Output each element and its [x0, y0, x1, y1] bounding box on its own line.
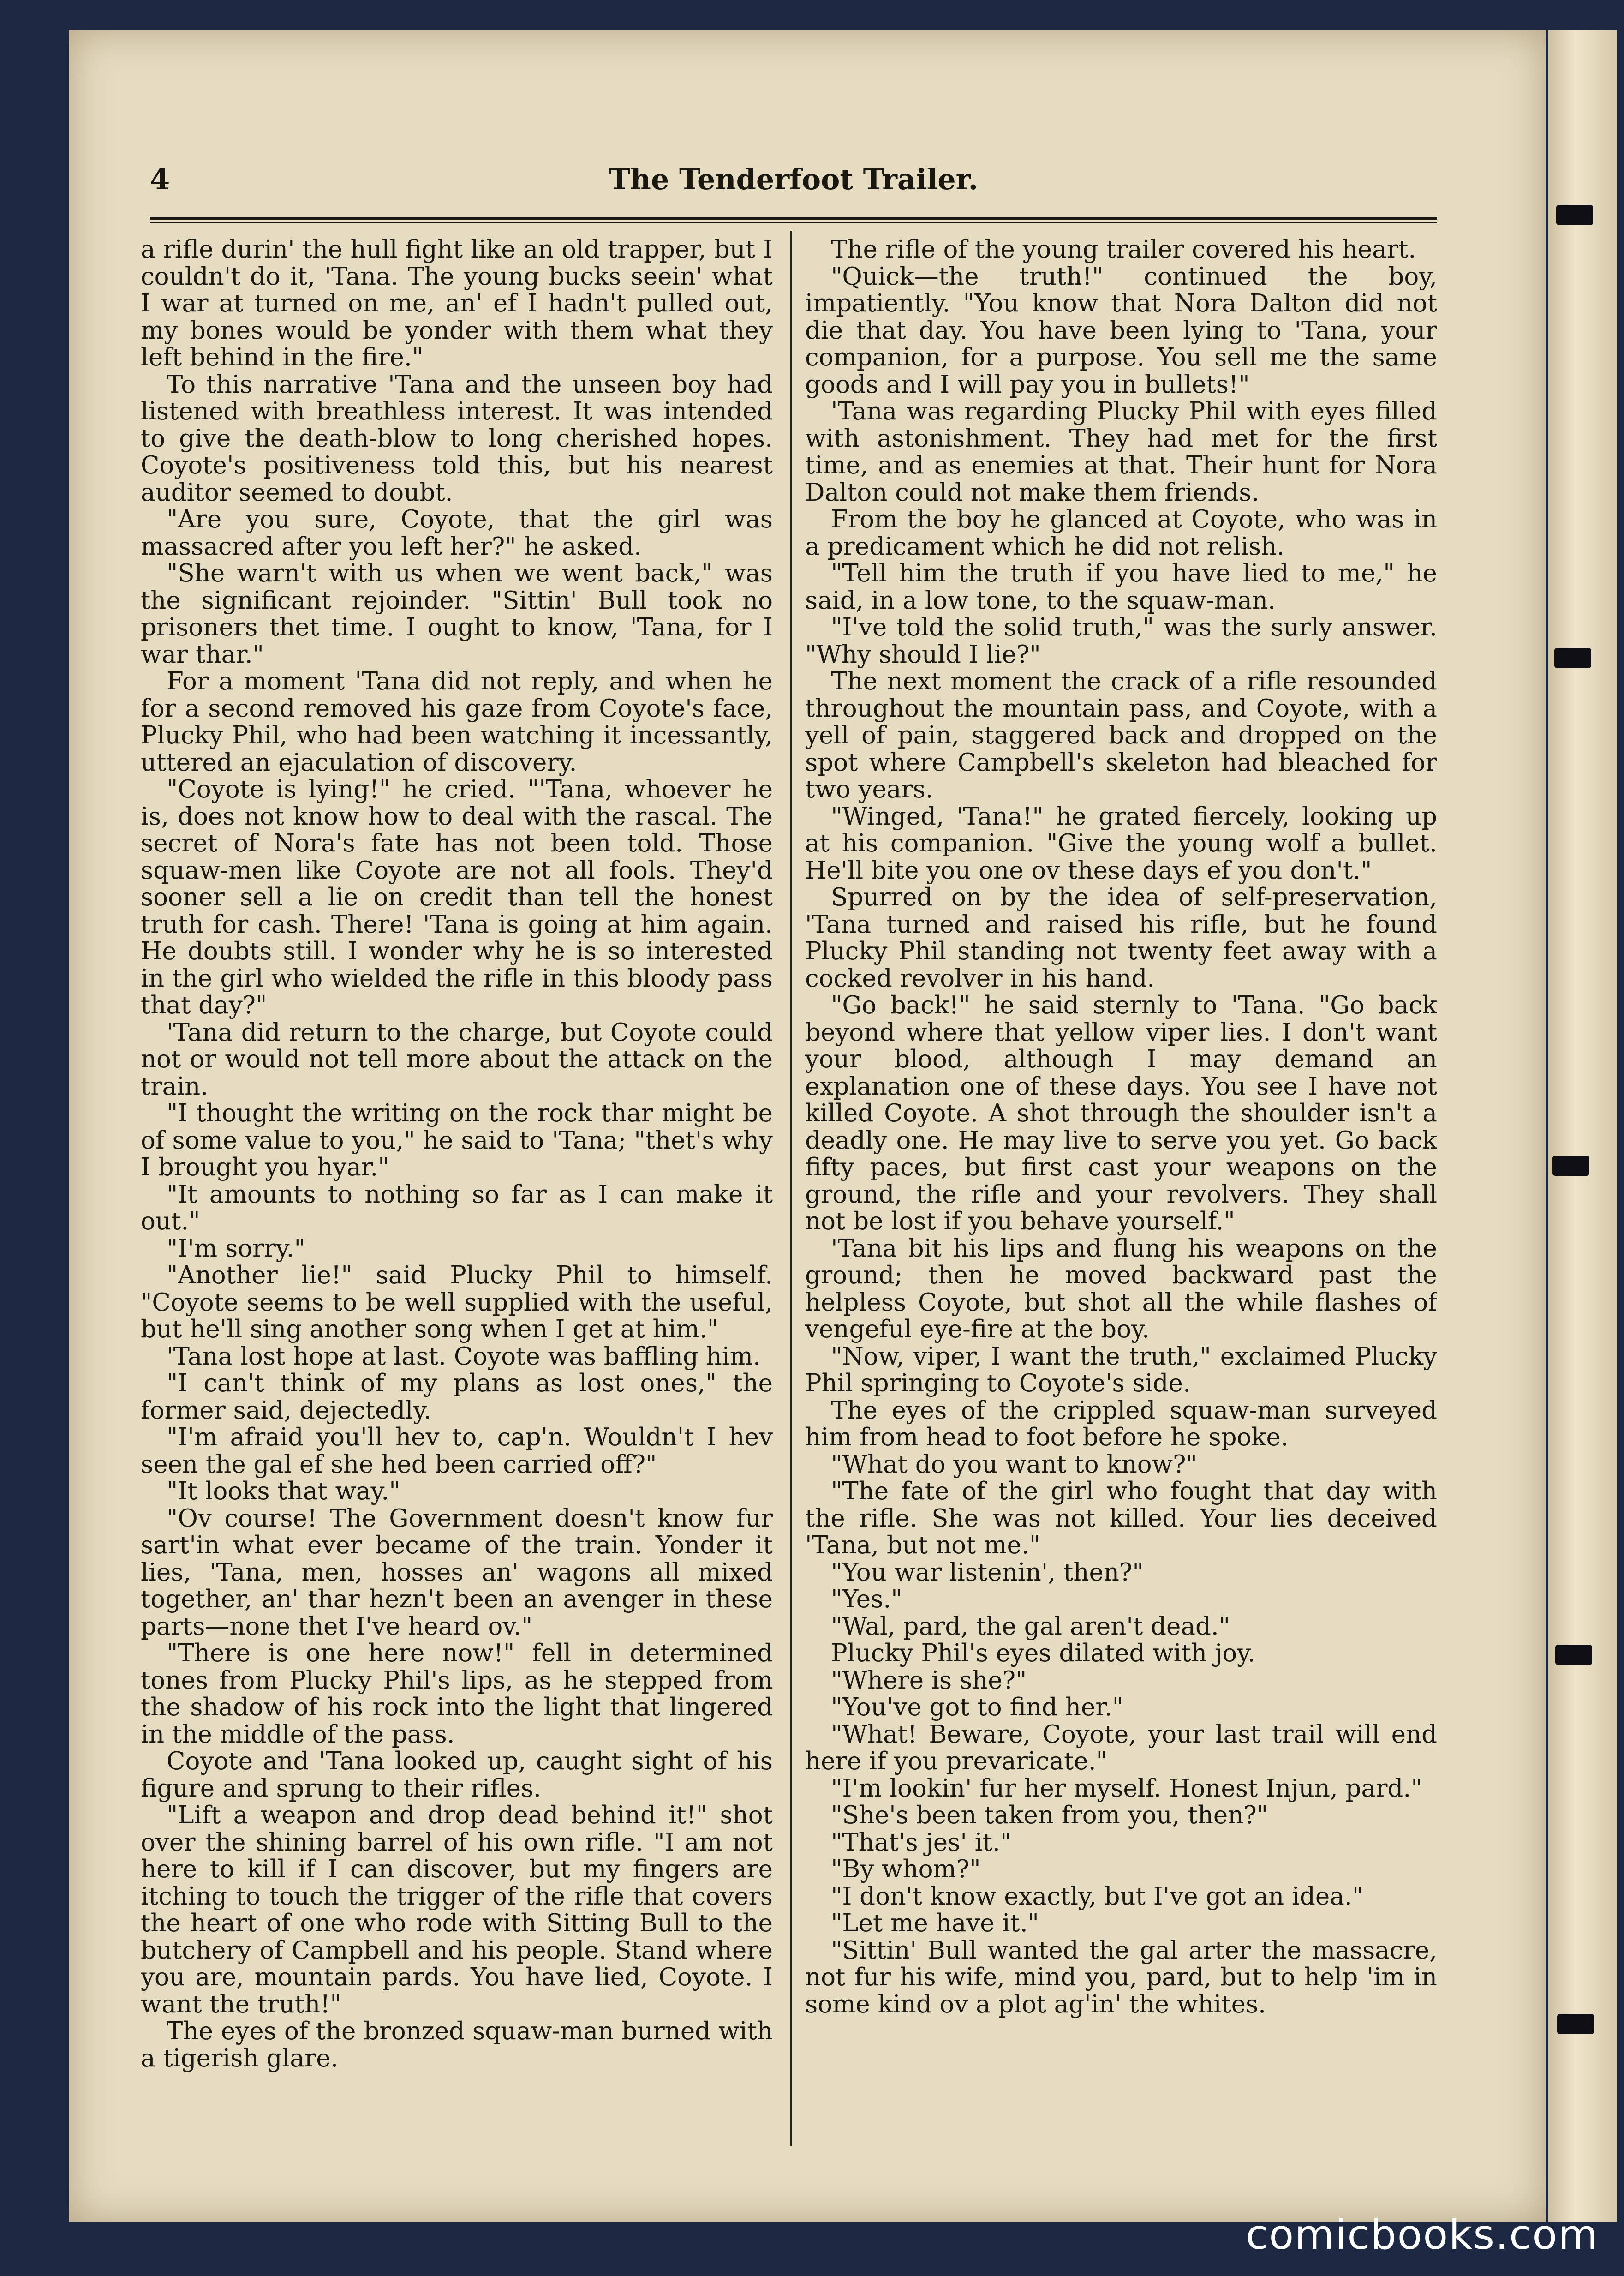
paragraph: "I don't know exactly, but I've got an idea."	[831, 1882, 1364, 1911]
paragraph: "The fate of the girl who fought that day with the rifle. She was not killed. Your lies deceived 'Tana, but not me."	[805, 1477, 1437, 1559]
paragraph: "She warn't with us when we went back," was the significant rejoinder. "Sittin' Bull took no prisoners thet time. I ought to know, 'Tana, for I war thar."	[141, 559, 773, 669]
paragraph: 'Tana lost hope at last. Coyote was baffling him.	[167, 1342, 761, 1371]
paragraph: "I'm sorry."	[167, 1234, 305, 1263]
paragraph: Spurred on by the idea of self-preservation, 'Tana turned and raised his rifle, but he found Plucky Phil standing not twenty feet away with a cocked revolver in his hand.	[805, 883, 1437, 993]
paragraph: "Lift a weapon and drop dead behind it!" shot over the shining barrel of his own rifle. "I am not here to kill if I can discover, but my fingers are itching to touch the trigger of the rifle that covers the heart of one who rode with Sitting Bull to the butchery of Campbell and his people. Stand where you are, mountain pards. You have lied, Coyote. I want the truth!"	[141, 1801, 773, 2018]
page-number: 4	[150, 162, 170, 196]
paragraph: Coyote and 'Tana looked up, caught sight of his figure and sprung to their rifles.	[141, 1747, 773, 1803]
paragraph: "Wal, pard, the gal aren't dead."	[831, 1612, 1230, 1641]
paragraph: "Coyote is lying!" he cried. "'Tana, whoever he is, does not know how to deal with the rascal. The secret of Nora's fate has not been told. Those squaw-men like Coyote are not all fools. They'd sooner sell a lie on credit than tell the honest truth for cash. There! 'Tana is going at him again. He doubts still. I wonder why he is so interested in the girl who wielded the rifle in this bloody pass that day?"	[141, 775, 773, 1019]
paragraph: "Ov course! The Government doesn't know fur sart'in what ever became of the train. Yonder it lies, 'Tana, men, hosses an' wagons all mixed together, an' thar hezn't been an avenger in these parts—none thet I've heard ov."	[141, 1504, 773, 1641]
paragraph: "Go back!" he said sternly to 'Tana. "Go back beyond where that yellow viper lies. I don't want your blood, although I may demand an explanation one of these days. You see I have not killed Coyote. A shot through the shoulder isn't a deadly one. He may live to serve you yet. Go back fifty paces, but first cast your weapons on the ground, the rifle and your revolvers. They shall not be lost if you behave yourself."	[805, 991, 1437, 1235]
paragraph: "It amounts to nothing so far as I can make it out."	[141, 1180, 773, 1235]
paragraph: "Now, viper, I want the truth," exclaimed Plucky Phil springing to Coyote's side.	[805, 1342, 1437, 1397]
right-text-column	[805, 236, 1437, 2156]
paragraph: "Are you sure, Coyote, that the girl was massacred after you left her?" he asked.	[141, 505, 773, 561]
paragraph: "I'm lookin' fur her myself. Honest Injun, pard."	[831, 1774, 1422, 1803]
watermark: comicbooks.com	[1245, 2211, 1599, 2258]
paragraph: "I've told the solid truth," was the surly answer. "Why should I lie?"	[805, 613, 1437, 669]
staple	[1556, 205, 1593, 225]
paragraph: "By whom?"	[831, 1855, 981, 1883]
paragraph: "You've got to find her."	[831, 1693, 1124, 1721]
page-header	[150, 162, 1437, 218]
column-divider	[790, 231, 792, 2146]
paragraph: "Yes."	[831, 1585, 902, 1613]
paragraph: a rifle durin' the hull fight like an old trapper, but I couldn't do it, 'Tana. The young bucks seein' what I war at turned on me, an' ef I hadn't pulled out, my bones would be yonder with them what they left behind in the fire."	[141, 236, 773, 371]
paragraph: 'Tana bit his lips and flung his weapons on the ground; then he moved backward past the helpless Coyote, but shot all the while flashes of vengeful eye-fire at the boy.	[805, 1234, 1437, 1343]
paragraph: "There is one here now!" fell in determined tones from Plucky Phil's lips, as he stepped from the shadow of his rock into the light that lingered in the middle of the pass.	[141, 1639, 773, 1749]
paragraph: "Winged, 'Tana!" he grated fiercely, looking up at his companion. "Give the young wolf a bullet. He'll bite you one ov these days ef you don't."	[805, 802, 1437, 885]
paragraph: "What! Beware, Coyote, your last trail will end here if you prevaricate."	[805, 1720, 1437, 1775]
paragraph: "I thought the writing on the rock thar might be of some value to you," he said to 'Tana; "thet's why I brought you hyar."	[141, 1099, 773, 1181]
paragraph: The eyes of the bronzed squaw-man burned with a tigerish glare.	[141, 2017, 773, 2072]
paragraph: To this narrative 'Tana and the unseen boy had listened with breathless interest. It was intended to give the death-blow to long cherished hopes. Coyote's positiveness told this, but his nearest auditor seemed to doubt.	[141, 370, 773, 507]
running-title: The Tenderfoot Trailer.	[609, 162, 979, 196]
paragraph: 'Tana was regarding Plucky Phil with eyes filled with astonishment. They had met for the first time, and as enemies at that. Their hunt for Nora Dalton could not make them friends.	[805, 397, 1437, 507]
paragraph: "Quick—the truth!" continued the boy, impatiently. "You know that Nora Dalton did not die that day. You have been lying to 'Tana, your companion, for a purpose. You sell me the same goods and I will pay you in bullets!"	[805, 262, 1437, 399]
paragraph: "You war listenin', then?"	[831, 1558, 1144, 1587]
paragraph: "Another lie!" said Plucky Phil to himself. "Coyote seems to be well supplied with the useful, but he'll sing another song when I get at him."	[141, 1261, 773, 1343]
page-spine	[1548, 30, 1617, 2222]
staple	[1557, 2014, 1594, 2034]
paragraph: "She's been taken from you, then?"	[831, 1801, 1268, 1829]
paragraph: "What do you want to know?"	[831, 1450, 1197, 1479]
header-rule	[150, 217, 1437, 223]
staple	[1552, 1156, 1589, 1176]
paragraph: The next moment the crack of a rifle resounded throughout the mountain pass, and Coyote, with a yell of pain, staggered back and dropped on the spot where Campbell's skeleton had bleached for two years.	[805, 667, 1437, 803]
paragraph: "I'm afraid you'll hev to, cap'n. Wouldn't I hev seen the gal ef she hed been carried off?"	[141, 1423, 773, 1479]
paragraph: For a moment 'Tana did not reply, and when he for a second removed his gaze from Coyote's face, Plucky Phil, who had been watching it incessantly, uttered an ejaculation of discovery.	[141, 667, 773, 777]
paragraph: "Sittin' Bull wanted the gal arter the massacre, not fur his wife, mind you, pard, but to help 'im in some kind ov a plot ag'in' the whites.	[805, 1936, 1437, 2018]
paragraph: From the boy he glanced at Coyote, who was in a predicament which he did not relish.	[805, 505, 1437, 561]
paragraph: The rifle of the young trailer covered his heart.	[831, 236, 1416, 264]
paragraph: "I can't think of my plans as lost ones," the former said, dejectedly.	[141, 1369, 773, 1425]
paragraph: 'Tana did return to the charge, but Coyote could not or would not tell more about the attack on the train.	[141, 1018, 773, 1101]
paragraph: The eyes of the crippled squaw-man surveyed him from head to foot before he spoke.	[805, 1396, 1437, 1451]
paragraph: Plucky Phil's eyes dilated with joy.	[831, 1639, 1255, 1667]
paragraph: "Tell him the truth if you have lied to me," he said, in a low tone, to the squaw-man.	[805, 559, 1437, 615]
left-text-column	[141, 236, 773, 2156]
staple	[1554, 648, 1591, 668]
staple	[1555, 1645, 1592, 1665]
paragraph: "That's jes' it."	[831, 1828, 1012, 1857]
paragraph: "It looks that way."	[167, 1477, 400, 1505]
paragraph: "Let me have it."	[831, 1909, 1039, 1937]
paragraph: "Where is she?"	[831, 1666, 1027, 1695]
